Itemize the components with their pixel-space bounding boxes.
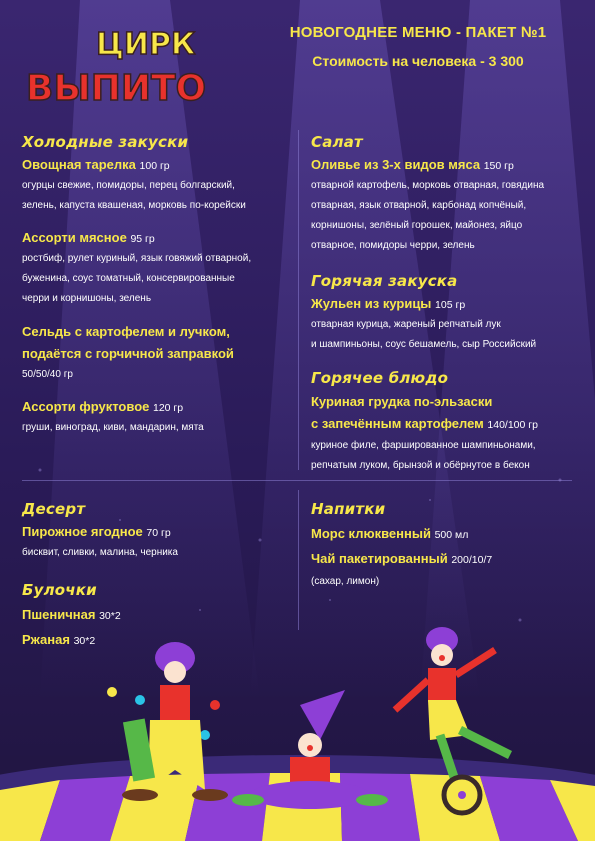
menu-item-desc: корнишоны, зелёный горошек, майонез, яйцо [311,220,523,231]
section-title-drinks: Напитки [311,500,386,518]
menu-item-desc: зелень, капуста квашеная, морковь по-корейски [22,200,246,211]
menu-item-desc: куриное филе, фаршированное шампиньонами, [311,440,536,451]
menu-item-desc: отварная курица, жареный репчатый лук [311,319,501,330]
menu-item-name: Пирожное ягодное 70 гр [22,524,171,539]
menu-item-name: подаётся с горчичной заправкой [22,346,234,361]
menu-item-name: Оливье из 3-х видов мяса 150 гр [311,157,514,172]
menu-item-name: Ассорти фруктовое 120 гр [22,399,184,414]
section-title-hot-dish: Горячее блюдо [311,369,449,387]
menu-item-name: Жульен из курицы 105 гр [311,296,466,311]
menu-item-weight: 500 мл [434,529,469,541]
menu-item-desc: бисквит, сливки, малина, черника [22,547,178,558]
menu-item-desc: отварное, помидоры черри, зелень [311,240,475,251]
menu-item-name: Чай пакетированный 200/10/7 [311,551,493,566]
menu-item-desc: репчатым луком, брынзой и обёрнутое в бекон [311,460,530,471]
section-right-top [311,133,581,476]
menu-item-name: Куриная грудка по-эльзаски [311,394,493,409]
menu-item-weight: 150 гр [483,160,514,172]
menu-item-desc: ростбиф, рулет куриный, язык говяжий отварной, [22,253,252,264]
horizontal-divider [22,480,572,481]
menu-item-weight: 200/10/7 [451,554,493,566]
menu-item-desc: отварная, язык отварной, карбонад копчёный, [311,200,527,211]
menu-item-weight: 30*2 [73,635,96,647]
menu-header [258,24,578,69]
menu-item-desc: черри и корнишоны, зелень [22,293,152,304]
menu-item-desc: груши, виноград, киви, мандарин, мята [22,422,204,433]
section-title-salad: Салат [311,133,363,151]
section-drinks [311,500,581,592]
section-dessert-buns [22,500,292,653]
section-title-hot-snack: Горячая закуска [311,272,458,290]
menu-item-weight: 100 гр [139,160,170,172]
menu-title: НОВОГОДНЕЕ МЕНЮ - ПАКЕТ №1 [289,24,547,41]
menu-item-name: Сельдь с картофелем и лучком, [22,324,230,339]
menu-item-desc: огурцы свежие, помидоры, перец болгарский, [22,180,235,191]
menu-item-weight: 50/50/40 гр [22,369,73,380]
section-title: Холодные закуски [22,133,189,151]
section-cold-snacks [22,133,297,438]
menu-item-weight: 70 гр [146,527,171,539]
menu-item-desc: буженина, соус томатный, консервированные [22,273,235,284]
menu-item-name: Ассорти мясное 95 гр [22,230,155,245]
section-title-dessert: Десерт [22,500,86,518]
menu-item-name: Морс клюквенный 500 мл [311,526,469,541]
menu-item-desc: и шампиньоны, соус бешамель, сыр Российский [311,339,537,350]
menu-item-weight: 120 гр [153,402,184,414]
menu-item-name: Ржаная 30*2 [22,632,96,647]
menu-item-name: с запечённым картофелем 140/100 гр [311,416,538,431]
menu-item-weight: 95 гр [130,233,155,245]
menu-item-weight: 105 гр [435,299,466,311]
logo-line2: ВЫПИТО [26,68,207,109]
menu-item-name: Овощная тарелка 100 гр [22,157,170,172]
menu-item-weight: 30*2 [99,610,121,622]
logo [18,20,248,110]
price-per-person: Стоимость на человека - 3 300 [312,53,524,69]
menu-item-desc: (сахар, лимон) [311,576,380,587]
menu-item-name: Пшеничная 30*2 [22,607,121,622]
menu-item-desc: отварной картофель, морковь отварная, говядина [311,180,545,191]
section-title-buns: Булочки [22,581,97,599]
vertical-divider-top [298,130,299,470]
menu-item-weight: 140/100 гр [487,419,538,431]
logo-line1: ЦИРК [96,27,196,62]
vertical-divider-bottom [298,490,299,630]
